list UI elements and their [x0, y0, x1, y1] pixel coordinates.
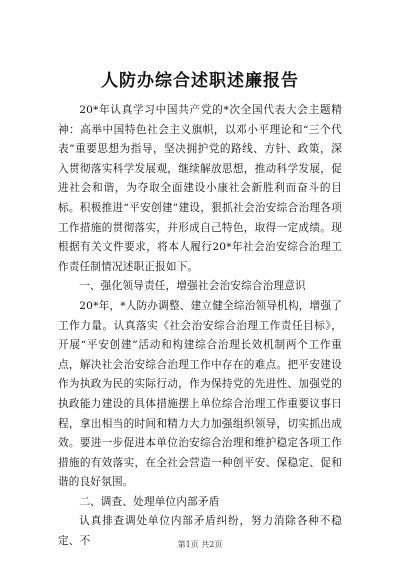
section-heading-2: 二、调查、处理单位内部矛盾 — [79, 495, 220, 508]
intro-paragraph: 20*年认真学习中国共产党的*次全国代表大会主题精神：高举中国特色社会主义旗帜，以邓小平理论和“三个代表”重要思想为指导，坚决拥护党的路线、方针、政策，深入贯彻落实科学发展观，继续解放思想，推动科学发展，促进社会和谐，为夺取全面建设小康社会新胜利而奋斗的目标。积极推进“平安创建”建设，狠抓社会治安综合治理各项工作措施的贯彻落实，并形成自己特色，取得一定成绩。现根据有关文件要求，将本人履行20*年社会治安综合治理工作责任制情况述职正报如下。 — [58, 104, 342, 273]
section-1-paragraph: 20*年，*人防办调整、建立健全综治领导机构，增强了工作力量。认真落实《社会治安综合治理工作责任目标》，开展“平安创建”活动和构建综合治理长效机制两个工作重点，解决社会治安综合治理工作中存在的难点。把平安建设作为执政为民的实际行动，作为保持党的先进性、加强党的执政能力建设的具体措施摆上单位综合治理工作重要议事日程，拿出相当的时间和精力大力加强组织领导，切实抓出成效。要进一步促进本单位治安综合治理和维护稳定各项工作措施的有效落实，在全社会营造一种创平安、保稳定、促和谐的良好氛围。 — [58, 299, 342, 489]
section-2-paragraph: 认真排查调处单位内部矛盾纠纷，努力消除各种不稳定、不 — [58, 515, 342, 548]
section-heading-1: 一、强化领导责任，增强社会治安综合治理意识 — [79, 280, 306, 293]
document-title: 人防办综合述职述廉报告 — [101, 71, 299, 91]
page-footer: 第1页 共2页 — [177, 540, 223, 549]
